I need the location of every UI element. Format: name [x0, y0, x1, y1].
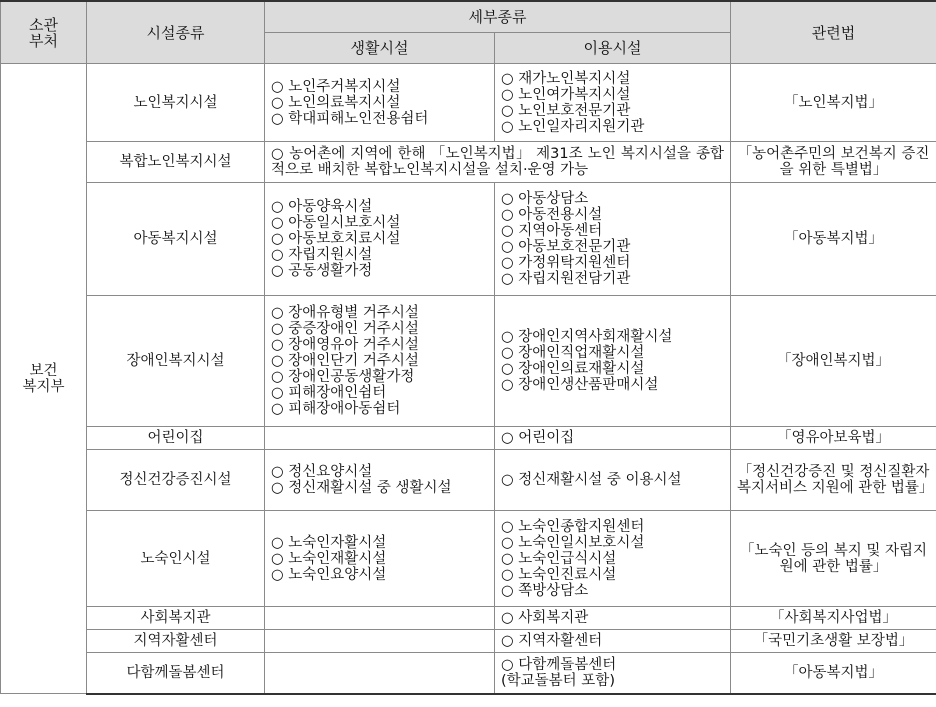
category-cell: 어린이집	[87, 427, 265, 450]
list-item: ○ 아동보호치료시설	[271, 231, 488, 247]
list-item: ○ 노인여가복지시설	[501, 87, 724, 103]
using-cell	[495, 607, 731, 630]
law-cell: 「아동복지법」	[731, 653, 936, 694]
living-cell	[265, 653, 495, 694]
header-dept: 소관 부처	[1, 1, 87, 64]
list-item: ○ 장애인직업재활시설	[501, 345, 724, 361]
list-item: ○ 노숙인일시보호시설	[501, 535, 724, 551]
law-cell: 「장애인복지법」	[731, 296, 936, 427]
using-cell	[495, 450, 731, 511]
using-cell	[495, 296, 731, 427]
law-cell: 「국민기초생활 보장법」	[731, 630, 936, 653]
list-item: ○ 장애인생산품판매시설	[501, 377, 724, 393]
list-item: ○ 공동생활가정	[271, 263, 488, 279]
list-item: ○ 장애영유아 거주시설	[271, 337, 488, 353]
list-item: ○ 지역자활센터	[501, 633, 724, 649]
list-item: ○ 아동일시보호시설	[271, 215, 488, 231]
law-cell: 「농어촌주민의 보건복지 증진을 위한 특별법」	[731, 142, 936, 183]
list-item: ○ 아동보호전문기관	[501, 239, 724, 255]
using-cell	[495, 511, 731, 607]
law-cell: 「노인복지법」	[731, 64, 936, 142]
using-cell	[495, 64, 731, 142]
list-item: ○ 피해장애인쉼터	[271, 385, 488, 401]
list-item: ○ 노숙인요양시설	[271, 567, 488, 583]
list-item: ○ 지역아동센터	[501, 223, 724, 239]
department-cell: 보건 복지부	[1, 64, 87, 694]
list-item: ○ 노숙인급식시설	[501, 551, 724, 567]
category-cell: 노인복지시설	[87, 64, 265, 142]
list-item: ○ 노인주거복지시설	[271, 79, 488, 95]
list-item: ○ 중증장애인 거주시설	[271, 321, 488, 337]
category-cell: 정신건강증진시설	[87, 450, 265, 511]
list-item: ○ 다함께돌봄센터 (학교돌봄터 포함)	[501, 657, 724, 689]
category-cell: 다함께돌봄센터	[87, 653, 265, 694]
using-cell	[495, 427, 731, 450]
header-facility-type: 시설종류	[87, 1, 265, 64]
using-cell	[495, 183, 731, 296]
list-item: ○ 노숙인진료시설	[501, 567, 724, 583]
list-item: ○ 어린이집	[501, 430, 724, 446]
list-item: ○ 노인의료복지시설	[271, 95, 488, 111]
living-cell	[265, 427, 495, 450]
list-item: ○ 사회복지관	[501, 610, 724, 626]
description-cell: ○ 농어촌에 지역에 한해 「노인복지법」 제31조 노인 복지시설을 종합적으로 배치한 복합노인복지시설을 설치·운영 가능	[265, 142, 731, 183]
living-cell	[265, 183, 495, 296]
header-detail-type: 세부종류	[265, 1, 731, 33]
using-cell	[495, 630, 731, 653]
law-cell: 「아동복지법」	[731, 183, 936, 296]
law-cell: 「노숙인 등의 복지 및 자립지원에 관한 법률」	[731, 511, 936, 607]
list-item: ○ 장애인단기 거주시설	[271, 353, 488, 369]
living-cell	[265, 64, 495, 142]
living-cell	[265, 511, 495, 607]
living-cell	[265, 450, 495, 511]
list-item: ○ 노인보호전문기관	[501, 103, 724, 119]
header-using: 이용시설	[495, 33, 731, 64]
list-item: ○ 자립지원전담기관	[501, 271, 724, 287]
list-item: ○ 아동전용시설	[501, 207, 724, 223]
list-item: ○ 학대피해노인전용쉼터	[271, 111, 488, 127]
living-cell	[265, 630, 495, 653]
law-cell: 「영유아보육법」	[731, 427, 936, 450]
category-cell: 지역자활센터	[87, 630, 265, 653]
category-cell: 노숙인시설	[87, 511, 265, 607]
list-item: ○ 장애유형별 거주시설	[271, 305, 488, 321]
list-item: ○ 노인일자리지원기관	[501, 119, 724, 135]
law-cell: 「정신건강증진 및 정신질환자 복지서비스 지원에 관한 법률」	[731, 450, 936, 511]
list-item: ○ 피해장애아동쉼터	[271, 401, 488, 417]
list-item: ○ 노숙인자활시설	[271, 535, 488, 551]
list-item: ○ 장애인공동생활가정	[271, 369, 488, 385]
list-item: ○ 정신재활시설 중 이용시설	[501, 472, 724, 488]
list-item: ○ 장애인지역사회재활시설	[501, 329, 724, 345]
list-item: ○ 아동양육시설	[271, 199, 488, 215]
category-cell: 아동복지시설	[87, 183, 265, 296]
category-cell: 복합노인복지시설	[87, 142, 265, 183]
list-item: ○ 재가노인복지시설	[501, 71, 724, 87]
category-cell: 장애인복지시설	[87, 296, 265, 427]
living-cell	[265, 296, 495, 427]
header-living: 생활시설	[265, 33, 495, 64]
list-item: ○ 장애인의료재활시설	[501, 361, 724, 377]
living-cell	[265, 607, 495, 630]
using-cell	[495, 653, 731, 694]
list-item: ○ 가정위탁지원센터	[501, 255, 724, 271]
law-cell: 「사회복지사업법」	[731, 607, 936, 630]
list-item: ○ 정신요양시설	[271, 464, 488, 480]
list-item: ○ 노숙인종합지원센터	[501, 519, 724, 535]
list-item: ○ 아동상담소	[501, 191, 724, 207]
list-item: ○ 자립지원시설	[271, 247, 488, 263]
category-cell: 사회복지관	[87, 607, 265, 630]
list-item: ○ 노숙인재활시설	[271, 551, 488, 567]
list-item: ○ 정신재활시설 중 생활시설	[271, 480, 488, 496]
list-item: ○ 쪽방상담소	[501, 583, 724, 599]
header-law: 관련법	[731, 1, 936, 64]
